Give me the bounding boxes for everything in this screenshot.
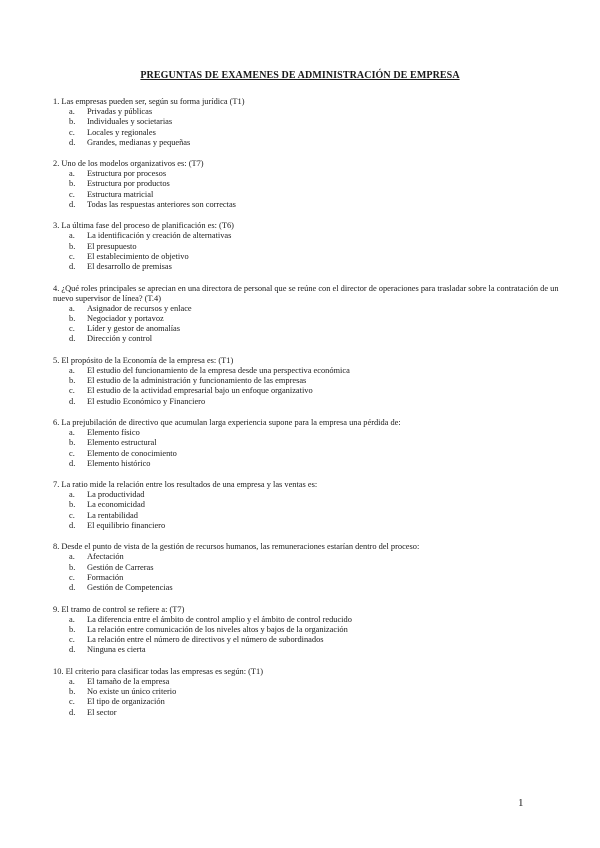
option-letter: d. [69,200,76,210]
option-letter: d. [69,707,76,717]
option-letter: b. [69,500,76,510]
option-text: Elemento estructural [87,438,157,448]
option-letter: b. [69,562,76,572]
option-text: El estudio de la actividad empresarial bajo un enfoque organizativo [87,386,313,396]
answer-option [53,573,573,583]
option-text: No existe un único criterio [87,686,177,696]
answer-option [53,334,573,344]
answer-option [53,190,573,200]
option-text: La relación entre comunicación de los niveles altos y bajos de la organización [87,624,348,634]
option-text: Locales y regionales [87,127,156,137]
answer-option [53,169,573,179]
option-letter: c. [69,127,75,137]
question-label: ¿Qué roles principales se aprecian en una directora de personal que se reúne con el director de operaciones para trasladar sobre la contratación de un nuevo supervisor de línea? (T.4) [53,283,559,303]
question-label: La prejubilación de directivo que acumulan larga experiencia supone para la empresa una pérdida de: [61,417,401,427]
option-letter: a. [69,231,75,241]
answer-option [53,179,573,189]
option-letter: a. [69,303,75,313]
option-text: La rentabilidad [87,510,138,520]
option-text: La economicidad [87,500,145,510]
option-text: Ninguna es cierta [87,645,146,655]
option-letter: a. [69,614,75,624]
option-text: La diferencia entre el ámbito de control amplio y el ámbito de control reducido [87,614,352,624]
option-text: Estructura por productos [87,179,170,189]
option-letter: b. [69,624,76,634]
question-label: La última fase del proceso de planificación es: (T6) [61,221,234,231]
question-item [53,480,573,531]
option-letter: b. [69,438,76,448]
page-title: PREGUNTAS DE EXAMENES DE ADMINISTRACIÓN DE EMPRESA [140,70,460,81]
answer-option [53,687,573,697]
option-text: El equilibrio financiero [87,521,166,531]
option-letter: c. [69,324,75,334]
option-letter: a. [69,676,75,686]
option-letter: c. [69,635,75,645]
option-text: Individuales y societarias [87,117,173,127]
answer-option [53,107,573,117]
answer-option [53,552,573,562]
question-text [53,159,573,169]
answer-option [53,324,573,334]
answer-option [53,490,573,500]
question-number: 5. [53,355,60,365]
question-number: 4. [53,283,60,293]
option-text: Dirección y control [87,334,153,344]
answer-option [53,677,573,687]
option-letter: b. [69,117,76,127]
answer-option [53,366,573,376]
option-text: La productividad [87,490,145,500]
option-text: El presupuesto [87,241,137,251]
option-text: Elemento de conocimiento [87,448,177,458]
question-label: El criterio para clasificar todas las empresas es según: (T1) [65,666,263,676]
question-label: El propósito de la Economía de la empresa es: (T1) [61,355,234,365]
question-label: El tramo de control se refiere a: (T7) [61,604,185,614]
answer-option [53,511,573,521]
question-number: 3. [53,221,60,231]
question-number: 10. [53,666,64,676]
option-text: Asignador de recursos y enlace [87,303,192,313]
option-text: El desarrollo de premisas [87,262,172,272]
question-text [53,97,573,107]
question-text [53,221,573,231]
question-number: 8. [53,542,60,552]
question-text [53,480,573,490]
answer-option [53,615,573,625]
answer-option [53,459,573,469]
option-letter: d. [69,396,76,406]
option-text: Privadas y públicas [87,107,153,116]
answer-option [53,625,573,635]
answer-option [53,697,573,707]
answer-option [53,128,573,138]
answer-option [53,645,573,655]
answer-option [53,138,573,148]
answer-option [53,521,573,531]
answer-option [53,304,573,314]
answer-option [53,438,573,448]
question-text [53,605,573,615]
option-text: El sector [87,707,117,717]
answer-option [53,428,573,438]
option-letter: d. [69,583,76,593]
option-text: Gestión de Competencias [87,583,173,593]
answer-option [53,376,573,386]
option-text: El tipo de organización [87,697,165,707]
option-letter: d. [69,458,76,468]
option-text: El estudio Económico y Financiero [87,396,206,406]
question-number: 2. [53,159,60,169]
option-letter: a. [69,107,75,116]
option-text: La identificación y creación de alternativas [87,231,232,241]
option-text: Grandes, medianas y pequeñas [87,137,191,147]
answer-option [53,117,573,127]
question-text [53,667,573,677]
option-letter: c. [69,510,75,520]
question-number: 6. [53,417,60,427]
option-letter: a. [69,427,75,437]
question-label: Las empresas pueden ser, según su forma jurídica (T1) [61,97,245,106]
option-letter: b. [69,686,76,696]
option-letter: c. [69,448,75,458]
question-item [53,97,573,148]
option-letter: d. [69,521,76,531]
answer-option [53,397,573,407]
option-letter: c. [69,251,75,261]
option-text: Gestión de Carreras [87,562,154,572]
page-number: 1 [518,797,524,809]
option-letter: d. [69,334,76,344]
answer-option [53,252,573,262]
answer-option [53,314,573,324]
question-item [53,159,573,210]
answer-option [53,449,573,459]
question-item [53,284,573,345]
answer-option [53,563,573,573]
question-item [53,418,573,469]
option-letter: a. [69,365,75,375]
option-letter: d. [69,645,76,655]
question-text [53,542,573,552]
option-letter: a. [69,552,75,562]
option-text: Afectación [87,552,124,562]
option-text: Negociador y portavoz [87,313,164,323]
option-text: Estructura matricial [87,189,154,199]
answer-option [53,262,573,272]
option-text: Líder y gestor de anomalías [87,324,181,334]
question-item [53,542,573,593]
question-number: 9. [53,604,60,614]
option-letter: a. [69,490,75,500]
question-label: La ratio mide la relación entre los resultados de una empresa y las ventas es: [61,480,318,490]
answer-option [53,242,573,252]
answer-option [53,386,573,396]
option-letter: c. [69,572,75,582]
question-label: Desde el punto de vista de la gestión de recursos humanos, las remuneraciones estarían dentro del proceso: [61,542,420,552]
option-letter: c. [69,189,75,199]
question-item [53,605,573,656]
question-text [53,284,573,304]
option-letter: b. [69,313,76,323]
question-item [53,356,573,407]
answer-option [53,583,573,593]
option-letter: b. [69,241,76,251]
question-number: 7. [53,480,60,490]
option-text: Formación [87,572,124,582]
answer-option [53,231,573,241]
question-text [53,356,573,366]
question-text [53,418,573,428]
question-number: 1. [53,97,60,106]
answer-option [53,200,573,210]
option-text: El tamaño de la empresa [87,676,170,686]
option-text: El estudio del funcionamiento de la empresa desde una perspectiva económica [87,365,350,375]
option-letter: a. [69,169,75,179]
option-letter: b. [69,179,76,189]
option-letter: c. [69,697,75,707]
question-item [53,667,573,718]
option-text: La relación entre el número de directivos y el número de subordinados [87,635,324,645]
question-list [53,97,573,729]
option-letter: c. [69,386,75,396]
option-text: Elemento histórico [87,458,151,468]
question-label: Uno de los modelos organizativos es: (T7) [61,159,204,169]
option-letter: d. [69,262,76,272]
option-text: El estudio de la administración y funcionamiento de las empresas [87,376,307,386]
option-text: Estructura por procesos [87,169,167,179]
option-text: El establecimiento de objetivo [87,251,189,261]
option-letter: d. [69,137,76,147]
option-letter: b. [69,376,76,386]
option-text: Todas las respuestas anteriores son correctas [87,200,236,210]
question-item [53,221,573,272]
answer-option [53,708,573,718]
answer-option [53,500,573,510]
option-text: Elemento físico [87,427,140,437]
answer-option [53,635,573,645]
